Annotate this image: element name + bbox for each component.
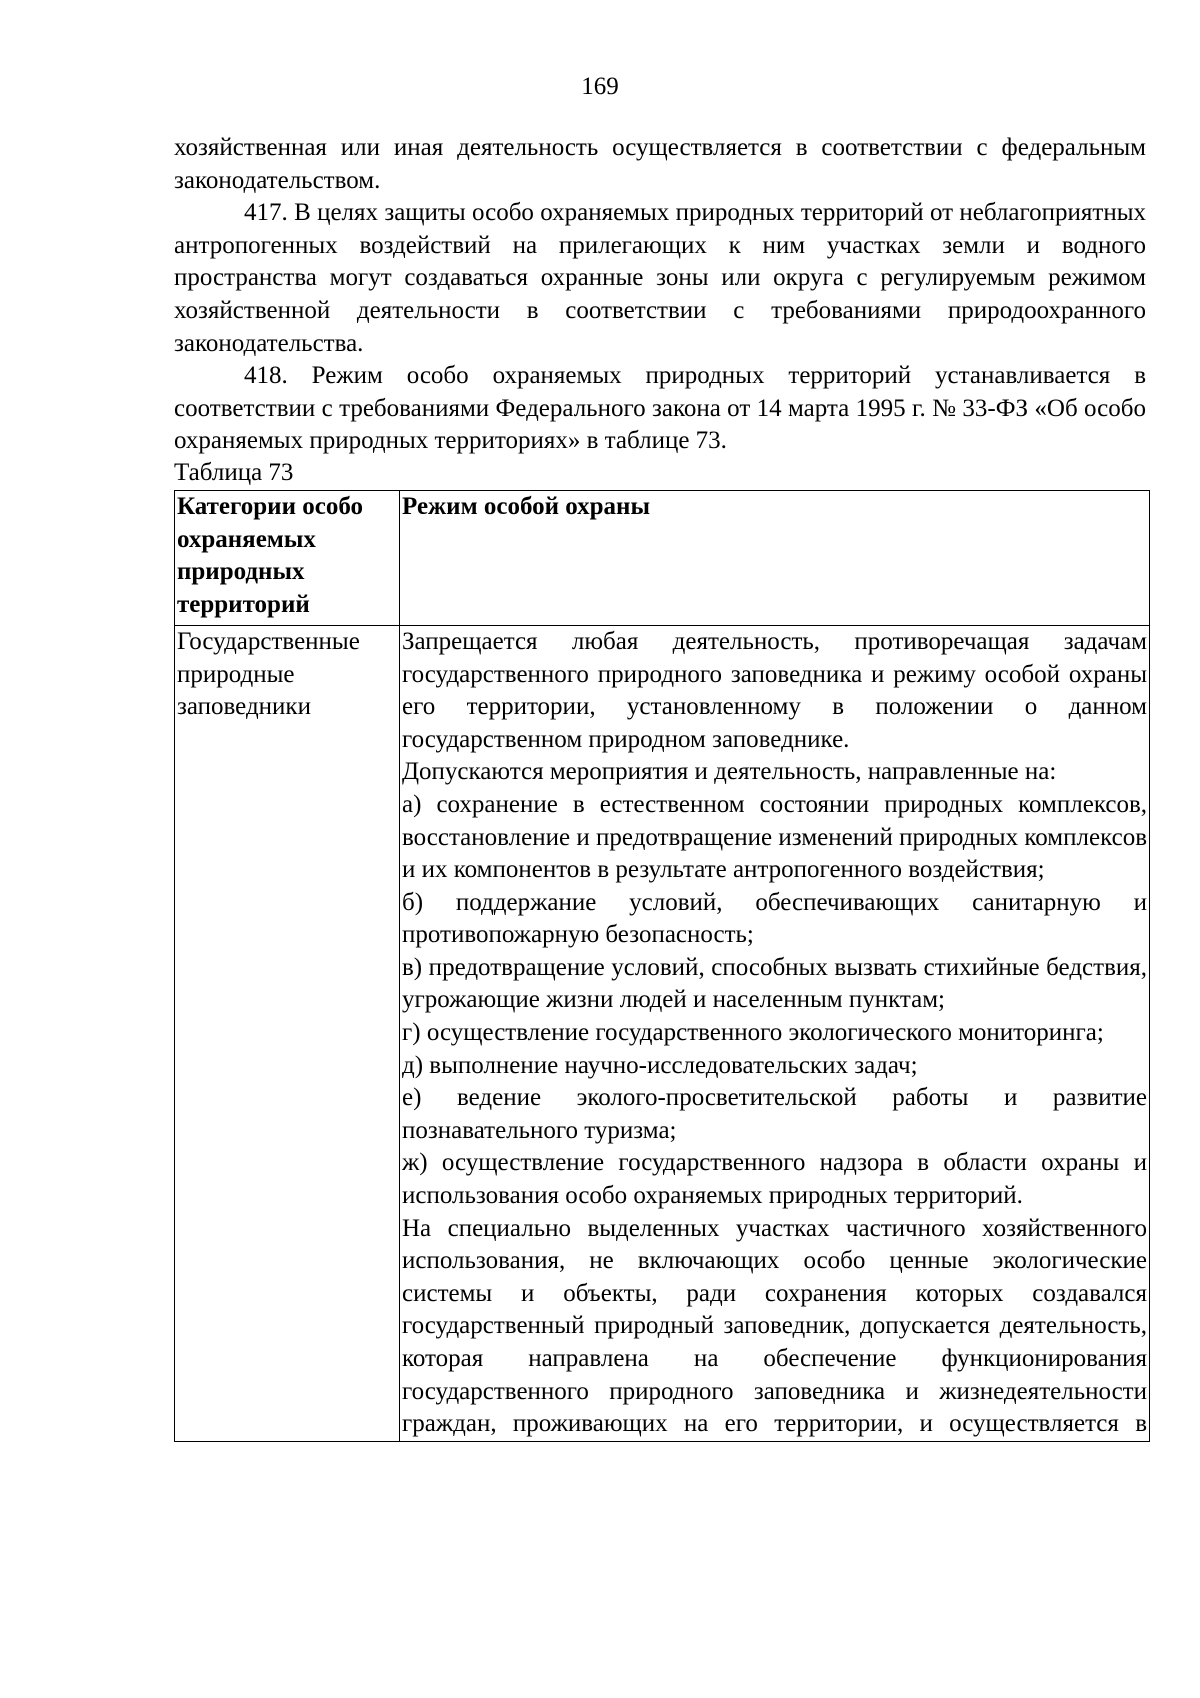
regime-paragraph: На специально выделенных участках частичного хозяйственного использования, не включающих особо ценные экологические системы и объекты, ради сохранения которых создавался государственный природный заповедник, допускается деятельность, которая направлена на обеспечение функционирования государственного природного заповедника и жизнедеятельности граждан, проживающих на его территории, и осуществляется в (402, 1214, 1147, 1438)
regime-list-item: б) поддержание условий, обеспечивающих санитарную и противопожарную безопасность; (402, 888, 1147, 949)
regime-paragraph: Допускаются мероприятия и деятельность, направленные на: (402, 758, 1057, 786)
page-number: 169 (581, 73, 619, 100)
paragraph-continuation: хозяйственная или иная деятельность осуществляется в соответствии с федеральным законодательством. (174, 134, 1146, 194)
regime-list-item: д) выполнение научно-исследовательских задач; (402, 1051, 918, 1079)
paragraph-418: 418. Режим особо охраняемых природных территорий устанавливается в соответствии с требованиями Федерального закона от 14 марта 1995 г. № 33-ФЗ «Об особо охраняемых природных территориях» в таблице 73. (174, 362, 1146, 455)
table-row (175, 625, 1150, 1441)
header-regime: Режим особой охраны (400, 490, 1150, 625)
table-caption: Таблица 73 (174, 458, 294, 486)
regime-list-item: ж) осуществление государственного надзора в области охраны и использования особо охраняемых природных территорий. (402, 1149, 1147, 1210)
regime-list-item: г) осуществление государственного экологического мониторинга; (402, 1019, 1104, 1047)
regime-list-item: а) сохранение в естественном состоянии природных комплексов, восстановление и предотвращение изменений природных комплексов и их компонентов в результате антропогенного воздействия; (402, 790, 1147, 884)
header-category: Категории особо охраняемых природных территорий (175, 490, 400, 625)
protected-areas-table (174, 490, 1150, 1442)
regime-paragraph: Запрещается любая деятельность, противоречащая задачам государственного природного заповедника и режиму особой охраны его территории, установленному в положении о данном государственном природном заповеднике. (402, 627, 1147, 753)
regime-cell (400, 625, 1150, 1441)
page-content (174, 132, 1146, 1442)
regime-list-item: е) ведение эколого-просветительской работы и развитие познавательного туризма; (402, 1084, 1147, 1144)
paragraph-417: 417. В целях защиты особо охраняемых природных территорий от неблагоприятных антропогенных воздействий на прилегающих к ним участках земли и водного пространства могут создаваться охранные зоны или округа с регулируемым режимом хозяйственной деятельности в соответствии с требованиями природоохранного законодательства. (174, 199, 1146, 357)
regime-list-item: в) предотвращение условий, способных вызвать стихийные бедствия, угрожающие жизни людей и населенным пунктам; (402, 953, 1147, 1014)
category-cell: Государственные природные заповедники (175, 625, 400, 1441)
table-header-row (175, 490, 1150, 625)
